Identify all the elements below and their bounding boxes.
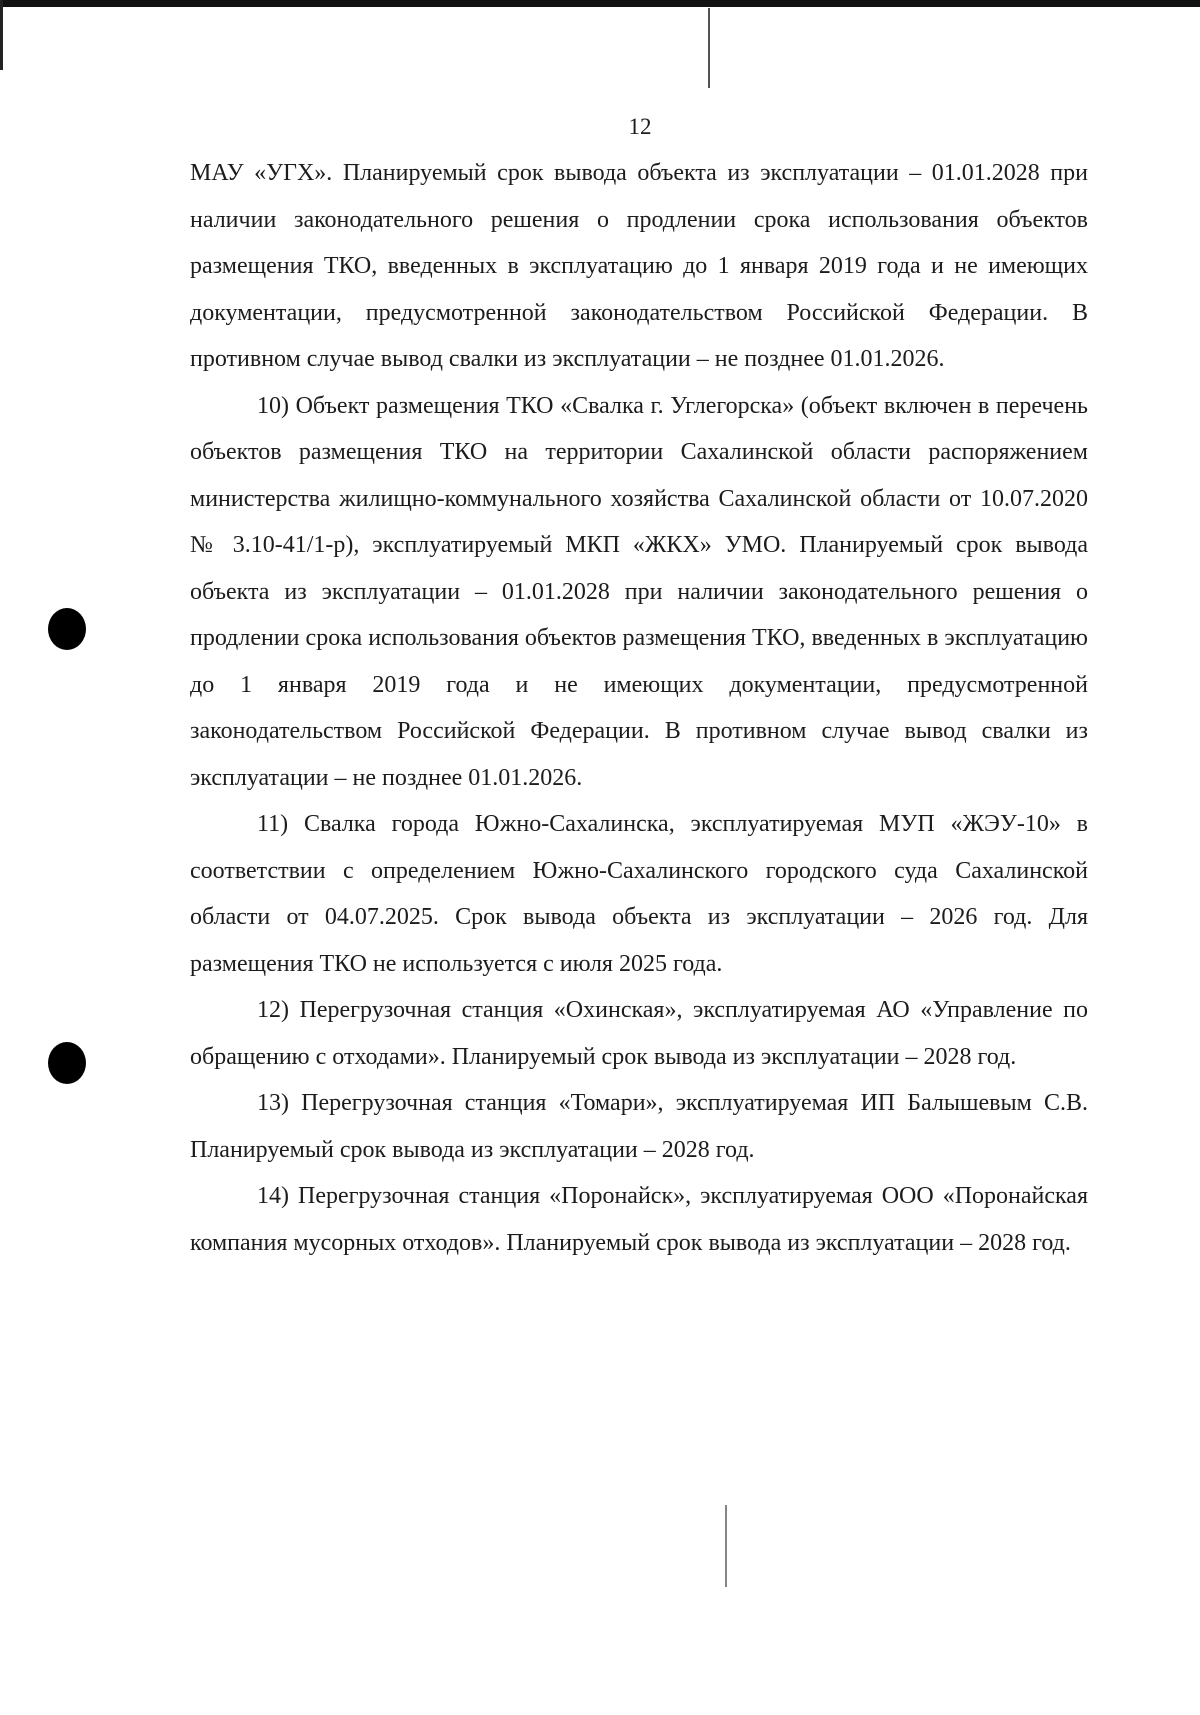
scan-top-edge: [0, 0, 1200, 7]
fold-mark-top: [708, 8, 710, 88]
paragraph-item-12: 12) Перегрузочная станция «Охинская», эксплуатируемая АО «Управление по обращению с отходами». Планируемый срок вывода из эксплуатации – 2028 год.: [190, 997, 1088, 1070]
punch-hole: [48, 1042, 86, 1084]
punch-hole: [48, 608, 86, 650]
scan-left-edge: [0, 0, 3, 70]
paragraph-continuation: МАУ «УГХ». Планируемый срок вывода объекта из эксплуатации – 01.01.2028 при наличии законодательного решения о продлении срока использования объектов размещения ТКО, введенных в эксплуатацию до 1 января 2019 года и не имеющих документации, предусмотренной законодательством Российской Федерации. В противном случае вывод свалки из эксплуатации – не позднее 01.01.2026.: [190, 160, 1088, 372]
paragraph-item-13: 13) Перегрузочная станция «Томари», эксплуатируемая ИП Балышевым С.В. Планируемый срок вывода из эксплуатации – 2028 год.: [190, 1090, 1088, 1163]
paragraph-item-11: 11) Свалка города Южно-Сахалинска, эксплуатируемая МУП «ЖЭУ-10» в соответствии с определением Южно-Сахалинского городского суда Сахалинской области от 04.07.2025. Срок вывода объекта из эксплуатации – 2026 год. Для размещения ТКО не используется с июля 2025 года.: [190, 811, 1088, 977]
paragraph-item-10: 10) Объект размещения ТКО «Свалка г. Углегорска» (объект включен в перечень объектов размещения ТКО на территории Сахалинской области распоряжением министерства жилищно-коммунального хозяйства Сахалинской области от 10.07.2020 № 3.10-41/1-р), эксплуатируемый МКП «ЖКХ» УМО. Планируемый срок вывода объекта из эксплуатации – 01.01.2028 при наличии законодательного решения о продлении срока использования объектов размещения ТКО, введенных в эксплуатацию до 1 января 2019 года и не имеющих документации, предусмотренной законодательством Российской Федерации. В противном случае вывод свалки из эксплуатации – не позднее 01.01.2026.: [190, 392, 1088, 791]
paragraph-item-14: 14) Перегрузочная станция «Поронайск», эксплуатируемая ООО «Поронайская компания мусорных отходов». Планируемый срок вывода из эксплуатации – 2028 год.: [190, 1183, 1088, 1256]
document-body: [190, 150, 1088, 1266]
fold-mark-bottom: [725, 1505, 727, 1587]
page-number: 12: [628, 114, 652, 139]
